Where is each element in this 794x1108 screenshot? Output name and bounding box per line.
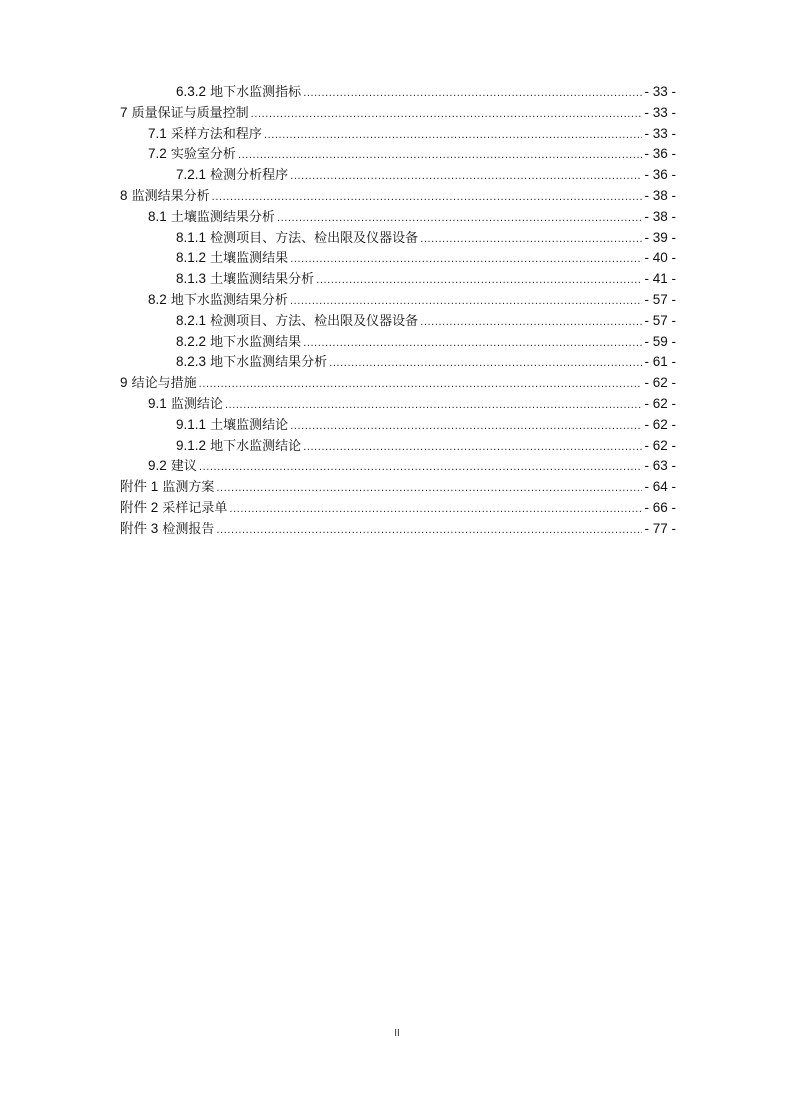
toc-entry[interactable] xyxy=(120,394,676,415)
toc-entry-page: - 62 - xyxy=(644,437,676,453)
toc-entry-number: 附件 3 xyxy=(120,520,159,536)
toc-entry-heading xyxy=(176,352,327,374)
toc-entry-page: - 59 - xyxy=(644,333,676,349)
toc-entry-title: 土壤监测结果 xyxy=(210,251,289,267)
toc-entry[interactable] xyxy=(120,352,676,373)
toc-entry-page: - 39 - xyxy=(644,229,676,245)
toc-entry[interactable] xyxy=(120,82,676,103)
toc-entry-page: - 62 - xyxy=(644,395,676,411)
toc-entry[interactable] xyxy=(120,228,676,249)
toc-entry[interactable] xyxy=(120,124,676,145)
toc-entry-title: 土壤监测结果分析 xyxy=(210,272,315,288)
toc-dot-leader xyxy=(303,83,642,104)
toc-entry-heading xyxy=(148,456,197,478)
toc-entry-title: 质量保证与质量控制 xyxy=(131,105,249,121)
toc-entry-number: 8.2.1 xyxy=(176,312,207,328)
toc-entry-heading xyxy=(120,103,249,125)
toc-dot-leader xyxy=(216,520,642,541)
toc-dot-leader xyxy=(316,270,642,291)
toc-dot-leader xyxy=(229,499,642,520)
toc-entry-page: - 38 - xyxy=(644,187,676,203)
toc-entry-heading xyxy=(120,373,197,395)
toc-entry-page: - 41 - xyxy=(644,271,676,287)
toc-dot-leader xyxy=(212,187,643,208)
toc-entry-title: 采样记录单 xyxy=(162,500,228,516)
toc-entry[interactable] xyxy=(120,144,676,165)
toc-entry-heading xyxy=(176,415,288,437)
toc-entry-number: 9.1.2 xyxy=(176,437,207,453)
toc-entry[interactable] xyxy=(120,165,676,186)
toc-dot-leader xyxy=(290,416,642,437)
page-footer-number: II xyxy=(394,1028,400,1039)
toc-dot-leader xyxy=(225,395,643,416)
toc-entry-number: 7 xyxy=(120,104,128,120)
toc-entry-number: 8.2.3 xyxy=(176,354,207,370)
toc-entry-title: 土壤监测结果分析 xyxy=(170,209,275,225)
toc-entry-title: 检测项目、方法、检出限及仪器设备 xyxy=(210,313,419,329)
toc-entry-page: - 61 - xyxy=(644,354,676,370)
toc-entry-heading xyxy=(148,207,275,229)
toc-dot-leader xyxy=(199,457,643,478)
toc-entry-number: 8.1.3 xyxy=(176,271,207,287)
toc-entry[interactable] xyxy=(120,332,676,353)
toc-entry[interactable] xyxy=(120,103,676,124)
toc-entry-page: - 33 - xyxy=(644,104,676,120)
toc-entry-title: 地下水监测结果分析 xyxy=(170,292,288,308)
toc-entry-number: 8.1.1 xyxy=(176,229,207,245)
toc-entry-title: 建议 xyxy=(170,459,197,475)
toc-entry-heading xyxy=(148,124,262,146)
toc-entry[interactable] xyxy=(120,269,676,290)
toc-entry[interactable] xyxy=(120,477,676,498)
toc-entry[interactable] xyxy=(120,436,676,457)
toc-entry-heading xyxy=(176,165,288,187)
toc-entry-title: 结论与措施 xyxy=(131,376,197,392)
toc-dot-leader xyxy=(303,333,642,354)
toc-entry-number: 8.2.2 xyxy=(176,333,207,349)
toc-entry-number: 8.1 xyxy=(148,208,167,224)
toc-entry-heading xyxy=(148,144,236,166)
toc-entry-title: 地下水监测指标 xyxy=(210,85,302,100)
toc-entry-page: - 62 - xyxy=(644,375,676,391)
toc-entry-heading xyxy=(176,332,301,354)
toc-entry-page: - 33 - xyxy=(644,125,676,141)
toc-entry-number: 9.1.1 xyxy=(176,416,207,432)
toc-entry-heading xyxy=(120,186,210,208)
toc-entry-heading xyxy=(176,228,418,250)
toc-entry-title: 监测结论 xyxy=(170,396,223,412)
toc-entry-title: 检测分析程序 xyxy=(210,168,289,184)
toc-entry[interactable] xyxy=(120,290,676,311)
toc-dot-leader xyxy=(216,478,642,499)
toc-entry-page: - 36 - xyxy=(644,146,676,162)
toc-entry-page: - 66 - xyxy=(644,499,676,515)
toc-entry-number: 附件 2 xyxy=(120,499,159,515)
toc-entry-heading xyxy=(120,519,214,541)
toc-dot-leader xyxy=(199,374,643,395)
toc-entry-number: 9 xyxy=(120,375,128,391)
toc-entry[interactable] xyxy=(120,456,676,477)
toc-entry-page: - 38 - xyxy=(644,208,676,224)
toc-entry-heading xyxy=(120,477,214,499)
toc-entry-page: - 64 - xyxy=(644,479,676,495)
toc-entry-title: 采样方法和程序 xyxy=(170,126,262,142)
toc-dot-leader xyxy=(290,249,642,270)
toc-entry-page: - 77 - xyxy=(644,520,676,536)
toc-entry-heading xyxy=(120,498,227,520)
toc-entry[interactable] xyxy=(120,311,676,332)
toc-entry-number: 8 xyxy=(120,187,128,203)
toc-entry-number: 7.1 xyxy=(148,125,167,141)
toc-dot-leader xyxy=(290,166,642,187)
toc-entry-page: - 40 - xyxy=(644,250,676,266)
toc-entry-heading xyxy=(176,248,288,270)
toc-entry[interactable] xyxy=(120,186,676,207)
toc-dot-leader xyxy=(329,353,642,374)
toc-entry-title: 监测方案 xyxy=(162,480,215,496)
toc-entry-number: 7.2 xyxy=(148,146,167,162)
toc-entry-title: 检测报告 xyxy=(162,521,215,537)
toc-entry-page: - 57 - xyxy=(644,291,676,307)
toc-entry-title: 地下水监测结论 xyxy=(210,438,302,454)
toc-entry[interactable] xyxy=(120,248,676,269)
toc-entry-number: 7.2.1 xyxy=(176,167,207,183)
table-of-contents xyxy=(120,82,676,540)
toc-entry-title: 监测结果分析 xyxy=(131,188,210,204)
toc-entry[interactable] xyxy=(120,207,676,228)
toc-entry-title: 土壤监测结论 xyxy=(210,417,289,433)
toc-entry-number: 6.3.2 xyxy=(176,84,207,99)
toc-entry-page: - 63 - xyxy=(644,458,676,474)
toc-entry-title: 实验室分析 xyxy=(170,147,236,163)
toc-dot-leader xyxy=(420,229,642,250)
toc-dot-leader xyxy=(264,125,643,146)
toc-entry-number: 9.1 xyxy=(148,395,167,411)
toc-entry-heading xyxy=(176,82,301,104)
toc-entry-number: 8.2 xyxy=(148,291,167,307)
toc-entry-heading xyxy=(176,269,314,291)
toc-dot-leader xyxy=(420,312,642,333)
toc-entry-page: - 33 - xyxy=(644,84,676,99)
toc-entry-title: 地下水监测结果分析 xyxy=(210,355,328,371)
toc-dot-leader xyxy=(290,291,643,312)
toc-entry-title: 地下水监测结果 xyxy=(210,334,302,350)
toc-dot-leader xyxy=(238,145,643,166)
toc-entry-heading xyxy=(176,311,418,333)
toc-entry-heading xyxy=(148,290,288,312)
toc-entry-page: - 57 - xyxy=(644,312,676,328)
toc-entry[interactable] xyxy=(120,498,676,519)
toc-entry-heading xyxy=(176,436,301,458)
toc-entry-page: - 36 - xyxy=(644,167,676,183)
toc-entry-number: 8.1.2 xyxy=(176,250,207,266)
toc-entry[interactable] xyxy=(120,415,676,436)
toc-dot-leader xyxy=(277,208,643,229)
toc-entry[interactable] xyxy=(120,373,676,394)
toc-dot-leader xyxy=(251,104,643,125)
toc-entry-title: 检测项目、方法、检出限及仪器设备 xyxy=(210,230,419,246)
toc-entry-number: 9.2 xyxy=(148,458,167,474)
toc-entry-heading xyxy=(148,394,223,416)
toc-dot-leader xyxy=(303,437,642,458)
toc-entry-page: - 62 - xyxy=(644,416,676,432)
toc-entry-number: 附件 1 xyxy=(120,479,159,495)
toc-entry[interactable] xyxy=(120,519,676,540)
